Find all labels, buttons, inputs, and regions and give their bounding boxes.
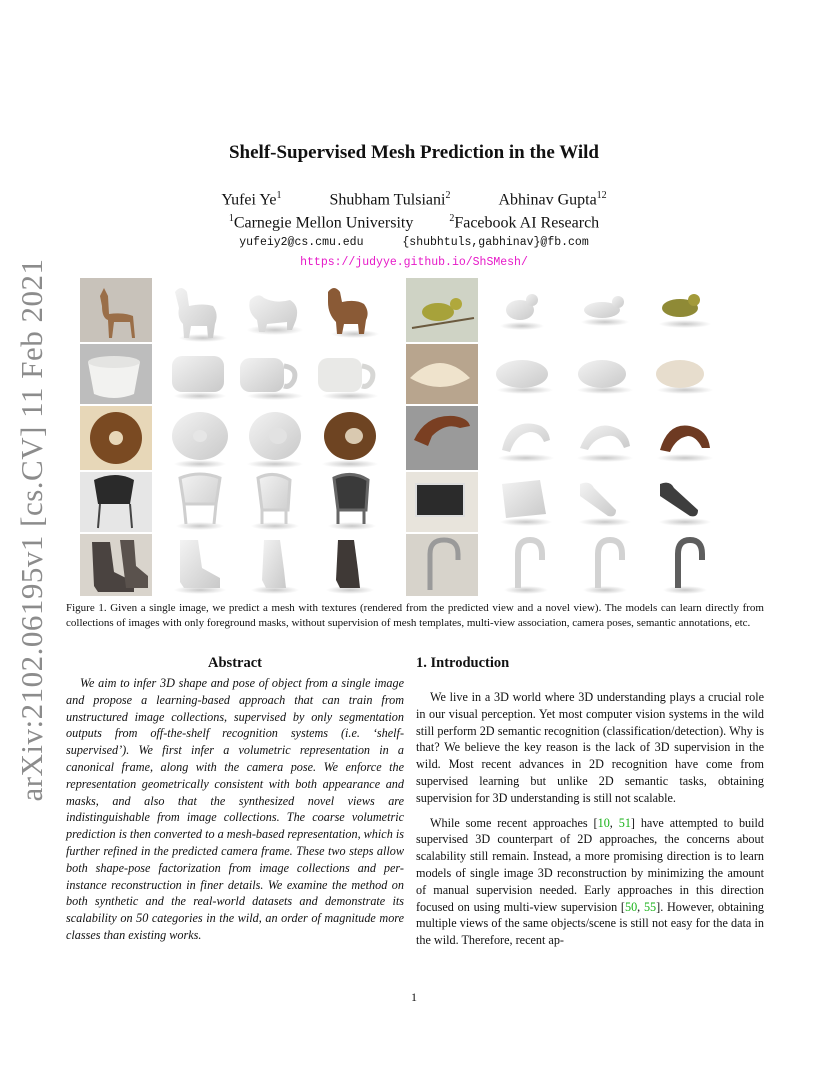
introduction-heading: 1. Introduction	[416, 655, 510, 671]
mesh-cup-view2	[240, 358, 284, 392]
abstract-section	[66, 655, 404, 944]
email: yufeiy2@cs.cmu.edu	[239, 236, 364, 249]
mesh-faucet-view1	[518, 540, 542, 588]
citation-link[interactable]: 10	[597, 815, 610, 830]
mesh-boot-view2	[262, 540, 286, 588]
row-boot	[80, 534, 707, 596]
mesh-boot-view1	[180, 540, 220, 588]
figure-1-image-grid	[80, 278, 749, 596]
citation-link[interactable]: 50	[624, 899, 638, 914]
citation-link[interactable]: 51	[618, 815, 631, 830]
paper-title: Shelf-Supervised Mesh Prediction in the Wild	[228, 142, 599, 163]
mesh-faucet-view2	[598, 540, 622, 588]
citation-link[interactable]: 55	[643, 899, 657, 914]
row-cup	[80, 344, 713, 404]
photo-llama	[80, 278, 152, 342]
email: {shubhtuls,gabhinav}@fb.com	[402, 236, 589, 249]
row-chair	[80, 472, 711, 532]
mesh-faucet-textured	[678, 540, 702, 588]
mesh-monitor-textured	[660, 483, 698, 517]
mesh-prediction-grid	[80, 278, 749, 596]
row-llama	[80, 278, 711, 342]
mesh-cup-view1	[172, 356, 224, 392]
mesh-monitor-view2	[580, 483, 616, 517]
page-number: 1	[411, 990, 417, 1004]
email-list	[0, 236, 828, 249]
intro-paragraph-1: We live in a 3D world where 3D understanding plays a crucial role in our visual perception. Yet most computer vision systems in the wild still perform 2D semantic recognition (classification/detection). Why is that? We believe the key reason is the lack of 3D supervision in the wild. Most recent advances in 2D recognition have come from supervised learning but unlike 2D semantic tasks, obtaining supervision for 3D understanding is still not scalable.	[416, 690, 764, 805]
author-name: Yufei Ye$^1$	[221, 190, 282, 209]
mesh-chair-view2	[258, 474, 290, 524]
mesh-llama-view1	[175, 288, 217, 338]
arxiv-stamp: arXiv:2102.06195v1 [cs.CV] 11 Feb 2021	[14, 258, 49, 802]
author-list	[0, 190, 828, 209]
mesh-bowl-view1	[496, 360, 548, 388]
mesh-horseshoe-textured	[660, 426, 710, 453]
author-name: Shubham Tulsiani$^2$	[329, 190, 451, 209]
abstract-text: We aim to infer 3D shape and pose of object from a single image and propose a learning-based approach that can train from unstructured image collections, supervised by only segmentation outputs from off-the-shelf recognition systems (i.e. ‘shelf-supervised’). We first infer a volumetric representation in a canonical frame, along with the camera pose. We enforce the representation geometrically consistent with both appearance and masks, and also that the synthesized novel views are indistinguishable from image collections. The coarse volumetric prediction is then converted to a mesh-based representation, which is further refined in the predicted camera frame. These two steps allow both shape-pose factorization from image collections and per-instance reconstruction in finer details. We examine the method on both synthetic and the real-world datasets and demonstrate its scalability on 50 categories in the wild, an order of magnitude more classes than existing works.	[66, 676, 404, 942]
mesh-monitor-view1	[502, 480, 546, 518]
project-url-link[interactable]: https://judyye.github.io/ShSMesh/	[300, 256, 528, 269]
affiliation-list	[0, 213, 828, 232]
author-name: Abhinav Gupta$^{12}$	[498, 190, 607, 209]
mesh-horseshoe-view1	[502, 424, 550, 452]
mesh-horseshoe-view2	[580, 425, 630, 450]
intro-paragraph-2: While some recent approaches [10, 51] have attempted to build supervised 3D counterpart of 2D approaches, the concerns about scalability still remain. Instead, a more promising direction is to learn models of single image 3D reconstruction by minimizing the amount of manual supervision needed. Early approaches in this direction focused on using multi-view supervision [50, 55]. However, obtaining multiple views of the same objects/scene is still not easy for the data in the wild. Therefore, recent ap-	[416, 815, 765, 948]
photo-faucet	[406, 534, 478, 596]
mesh-chair-textured	[334, 474, 368, 524]
introduction-section	[416, 655, 764, 949]
mesh-bowl-textured	[656, 360, 704, 388]
row-donut	[80, 406, 713, 470]
mesh-chair-view1	[180, 474, 220, 524]
mesh-boot-textured	[336, 540, 360, 588]
mesh-cup-textured	[318, 358, 362, 392]
figure-caption: Figure 1. Given a single image, we predict a mesh with textures (rendered from the predicted view and a novel view). The models can learn directly from collections of images with only foreground masks, without supervision of mesh templates, multi-view association, camera poses, semantic annotations, etc.	[66, 602, 764, 629]
affiliation: $^2$Facebook AI Research	[449, 213, 600, 232]
mesh-llama-textured	[328, 288, 368, 334]
affiliation: $^1$Carnegie Mellon University	[228, 213, 414, 232]
mesh-bowl-view2	[578, 360, 626, 388]
abstract-heading: Abstract	[208, 655, 262, 671]
